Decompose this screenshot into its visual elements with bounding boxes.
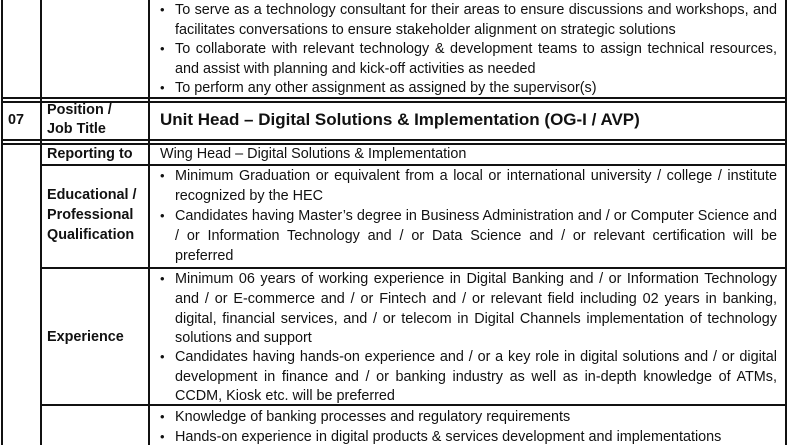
reporting-label: Reporting to	[47, 146, 133, 162]
bullet: •	[160, 41, 165, 56]
experience-line: Candidates having hands-on experience and / or a key role in digital solutions and / or digital	[175, 349, 777, 365]
education-label: Qualification	[47, 227, 135, 243]
table-right-border	[785, 0, 787, 445]
number-column-divider	[40, 0, 42, 445]
experience-line: and / or E-commerce and / or Fintech and / or relevant field including 02 years in banking,	[175, 291, 777, 307]
experience-line: CCDM, Kiosk etc. will be preferred	[175, 388, 395, 404]
education-line: Candidates having Master’s degree in Business Administration and / or Computer Science and	[175, 208, 777, 224]
bullet: •	[160, 271, 165, 286]
bullet: •	[160, 208, 165, 223]
job-title: Unit Head – Digital Solutions & Implementation (OG-I / AVP)	[160, 110, 640, 129]
bullet: •	[160, 409, 165, 424]
duty-line: To perform any other assignment as assigned by the supervisor(s)	[175, 80, 597, 96]
education-label: Professional	[47, 207, 134, 223]
position-label: Position /	[47, 102, 112, 118]
education-line: / or Information Technology and / or Data Science and / or relevant certification will be	[175, 228, 777, 244]
education-line: preferred	[175, 248, 234, 264]
experience-line: Minimum 06 years of working experience in Digital Banking and / or Information Technology	[175, 271, 777, 287]
duty-line: To serve as a technology consultant for their areas to ensure discussions and workshops, and	[175, 2, 777, 18]
bullet: •	[160, 168, 165, 183]
position-label: Job Title	[47, 121, 106, 137]
row-divider	[1, 139, 786, 141]
bullet: •	[160, 349, 165, 364]
duty-line: and assist with planning and kick-off activities as needed	[175, 61, 536, 77]
experience-label: Experience	[47, 329, 124, 345]
reporting-value: Wing Head – Digital Solutions & Implementation	[160, 146, 467, 162]
experience-line: digital, financial services, and / or telecom in Digital Channels implementation of technology	[175, 311, 777, 327]
education-line: Minimum Graduation or equivalent from a local or international university / college / institute	[175, 168, 777, 184]
duty-line: To collaborate with relevant technology & development teams to assign technical resources,	[175, 41, 777, 57]
table-left-border	[1, 0, 3, 445]
bullet: •	[160, 2, 165, 17]
row-divider	[41, 404, 786, 406]
position-number: 07	[8, 112, 25, 128]
label-column-divider	[148, 0, 150, 445]
experience-line: solutions and support	[175, 330, 312, 346]
duty-line: facilitates conversations to ensure stakeholder alignment on strategic solutions	[175, 22, 676, 38]
skill-line: Hands-on experience in digital products & services development and implementations	[175, 429, 722, 445]
row-divider	[1, 101, 786, 103]
bullet: •	[160, 80, 165, 95]
education-line: recognized by the HEC	[175, 188, 323, 204]
experience-line: development in finance and / or banking industry as well as in-depth knowledge of ATMs,	[175, 369, 777, 385]
skill-line: Knowledge of banking processes and regulatory requirements	[175, 409, 571, 425]
education-label: Educational /	[47, 187, 137, 203]
bullet: •	[160, 429, 165, 444]
